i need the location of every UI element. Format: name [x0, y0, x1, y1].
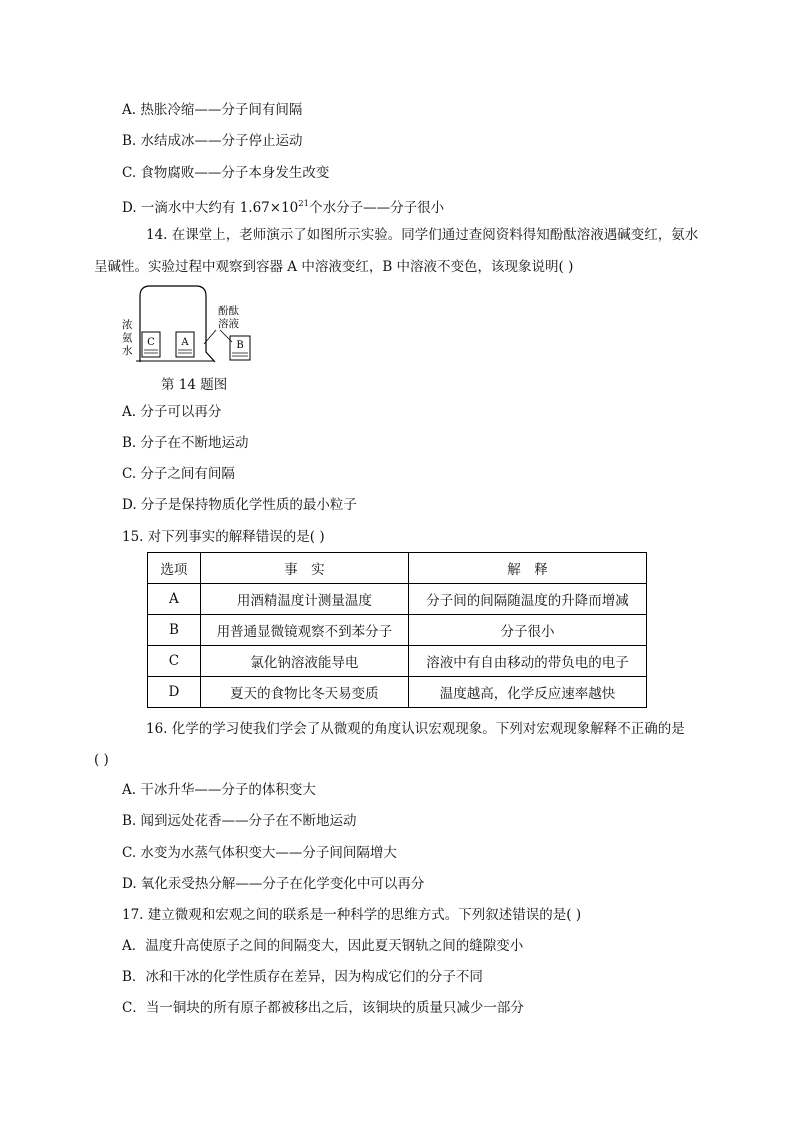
table-cell: 夏天的食物比冬天易变质: [200, 677, 408, 708]
q13-option-c: C. 食物腐败——分子本身发生改变: [122, 165, 330, 181]
table-cell: C: [148, 646, 201, 677]
bell-jar: [140, 286, 215, 362]
table-row: [148, 615, 647, 646]
q16-option-a: A. 干冰升华——分子的体积变大: [122, 782, 316, 798]
q13-option-b: B. 水结成冰——分子停止运动: [122, 133, 303, 149]
q13-option-d: [122, 195, 444, 217]
beaker-c-label: C: [147, 337, 155, 348]
table-row: [148, 677, 647, 708]
q16-option-b: B. 闻到远处花香——分子在不断地运动: [122, 813, 357, 829]
q13-option-a: A. 热胀冷缩——分子间有间隔: [122, 102, 303, 118]
q13-d-suffix: 个水分子——分子很小: [309, 200, 445, 216]
ammonia-label-1: 浓: [122, 319, 133, 331]
table-cell: B: [148, 615, 201, 646]
q14-stem-line2: 呈碱性。实验过程中观察到容器 A 中溶液变红，B 中溶液不变色，该现象说明( ): [94, 259, 574, 275]
q17-option-a: A．温度升高使原子之间的间隔变大，因此夏天钢轨之间的缝隙变小: [122, 938, 524, 954]
q14-option-d: D. 分子是保持物质化学性质的最小粒子: [122, 497, 357, 513]
table-row: [148, 646, 647, 677]
q16-option-c: C. 水变为水蒸气体积变大——分子间间隔增大: [122, 845, 397, 861]
q14-experiment-figure: [118, 282, 268, 378]
q17-stem: 17. 建立微观和宏观之间的联系是一种科学的思维方式。下列叙述错误的是( ): [122, 907, 582, 923]
ammonia-label-2: 氨: [122, 332, 133, 344]
table-cell: 氯化钠溶液能导电: [200, 646, 408, 677]
table-header-row: [148, 553, 647, 584]
phenolphthalein-label-1: 酚酞: [218, 305, 239, 317]
q17-option-b: B．冰和干冰的化学性质存在差异，因为构成它们的分子不同: [122, 969, 483, 985]
table-header-fact: 事 实: [200, 553, 408, 584]
q14-figure-caption: 第 14 题图: [161, 377, 228, 393]
q13-d-exponent: 21: [298, 199, 310, 209]
q15-table: [147, 552, 647, 708]
q15-stem: 15. 对下列事实的解释错误的是( ): [122, 529, 325, 545]
table-header-option: 选项: [148, 553, 201, 584]
q13-d-prefix: D. 一滴水中大约有 1.67×10: [122, 200, 299, 216]
q14-option-a: A. 分子可以再分: [122, 404, 222, 420]
table-cell: 用酒精温度计测量温度: [200, 584, 408, 615]
q16-stem-line2: ( ): [94, 752, 109, 768]
table-row: [148, 584, 647, 615]
table-cell: 分子很小: [408, 615, 646, 646]
q14-option-c: C. 分子之间有间隔: [122, 466, 235, 482]
phenolphthalein-label-2: 溶液: [218, 318, 239, 330]
table-cell: 用普通显微镜观察不到苯分子: [200, 615, 408, 646]
q16-option-d: D. 氧化汞受热分解——分子在化学变化中可以再分: [122, 876, 425, 892]
table-cell: A: [148, 584, 201, 615]
beaker-b-label: B: [236, 340, 244, 351]
table-cell: 溶液中有自由移动的带负电的电子: [408, 646, 646, 677]
table-cell: D: [148, 677, 201, 708]
q14-stem-line1: 14. 在课堂上，老师演示了如图所示实验。同学们通过查阅资料得知酚酞溶液遇碱变红，氨水: [146, 227, 699, 243]
table-cell: 分子间的间隔随温度的升降而增减: [408, 584, 646, 615]
q16-stem-line1: 16. 化学的学习使我们学会了从微观的角度认识宏观现象。下列对宏观现象解释不正确的是: [146, 721, 685, 737]
table-header-explanation: 解 释: [408, 553, 646, 584]
q17-option-c: C．当一铜块的所有原子都被移出之后，该铜块的质量只减少一部分: [122, 1000, 524, 1016]
table-cell: 温度越高，化学反应速率越快: [408, 677, 646, 708]
beaker-a-label: A: [181, 337, 189, 348]
ammonia-label-3: 水: [122, 345, 133, 357]
q14-option-b: B. 分子在不断地运动: [122, 435, 249, 451]
